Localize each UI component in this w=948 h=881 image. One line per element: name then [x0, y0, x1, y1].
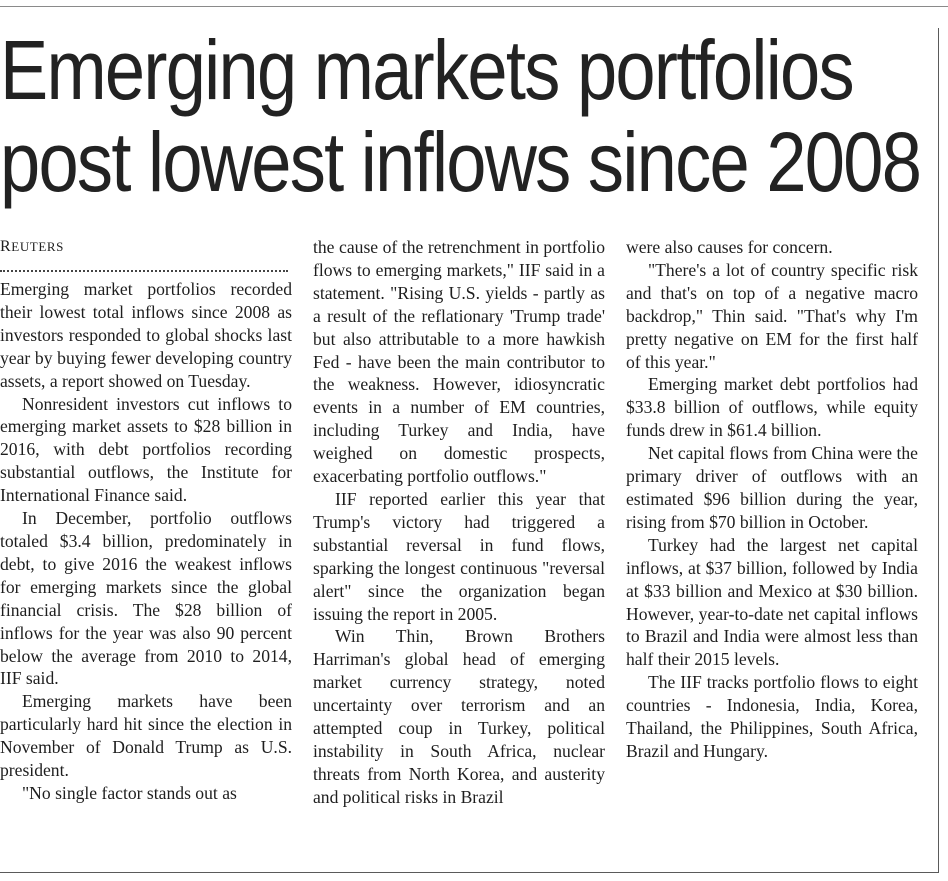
- byline-initial: R: [0, 238, 12, 255]
- paragraph: IIF reported earlier this year that Trump's victory had triggered a substantial reversal in fund flows, sparking the longest continuous "reversal alert" since the organization began issuing the report in 2005.: [313, 488, 605, 624]
- paragraph: Net capital flows from China were the primary driver of outflows with an estimated $96 billion during the year, rising from $70 billion in October.: [626, 443, 918, 532]
- paragraph: In December, portfolio outflows totaled $3.4 billion, predominately in debt, to give 2016 the weakest inflows for emerging markets since the global financial crisis. The $28 billion of inflows for the year was also 90 percent below the average from 2010 to 2014, IIF said.: [0, 508, 292, 689]
- paragraph: The IIF tracks portfolio flows to eight countries - Indonesia, India, Korea, Thailand, the Philippines, South Africa, Brazil and Hungary.: [626, 672, 918, 761]
- headline-line-2: post lowest inflows since 2008: [0, 115, 921, 209]
- paragraph: the cause of the retrenchment in portfolio flows to emerging markets," IIF said in a statement. "Rising U.S. yields - partly as a result of the reflationary 'Trump trade' but also attributable to a more hawkish Fed - have been the main contributor to the weakness. However, idiosyncratic events in a number of EM countries, including Turkey and India, have weighed on domestic prospects, exacerbating portfolio outflows.": [313, 237, 605, 487]
- article-column-2: [313, 236, 605, 809]
- paragraph: Win Thin, Brown Brothers Harriman's global head of emerging market currency strategy, noted uncertainty over terrorism and an attempted coup in Turkey, political instability in South Africa, nuclear threats from North Korea, and austerity and political risks in Brazil: [313, 626, 605, 807]
- paragraph: Nonresident investors cut inflows to emerging market assets to $28 billion in 2016, with debt portfolios recording substantial outflows, the Institute for International Finance said.: [0, 393, 292, 506]
- byline-dotted-rule: [0, 258, 288, 272]
- column-rule-right: [938, 28, 939, 873]
- bottom-rule: [0, 872, 938, 873]
- byline: [0, 236, 292, 258]
- paragraph: were also causes for concern.: [626, 237, 833, 257]
- byline-rest: EUTERS: [11, 239, 64, 254]
- headline-line-1: Emerging markets portfolios: [0, 23, 853, 117]
- article-column-1: [0, 236, 292, 805]
- article-column-3: [626, 236, 918, 763]
- paragraph: Turkey had the largest net capital inflows, at $37 billion, followed by India at $33 billion and Mexico at $30 billion. However, year-to-date net capital inflows to Brazil and India were almost less than half their 2015 levels.: [626, 534, 918, 670]
- paragraph: Emerging market portfolios recorded their lowest total inflows since 2008 as investors responded to global shocks last year by buying fewer developing country assets, a report showed on Tuesday.: [0, 279, 292, 391]
- paragraph: "No single factor stands out as: [22, 782, 237, 803]
- top-rule: [0, 6, 948, 7]
- paragraph: Emerging markets have been particularly hard hit since the election in November of Donald Trump as U.S. president.: [0, 691, 292, 781]
- paragraph: "There's a lot of country specific risk and that's on top of a negative macro backdrop," Thin said. "That's why I'm pretty negative on EM for the first half of this year.": [626, 259, 918, 372]
- paragraph: Emerging market debt portfolios had $33.8 billion of outflows, while equity funds drew in $61.4 billion.: [626, 374, 918, 441]
- headline: [0, 23, 921, 209]
